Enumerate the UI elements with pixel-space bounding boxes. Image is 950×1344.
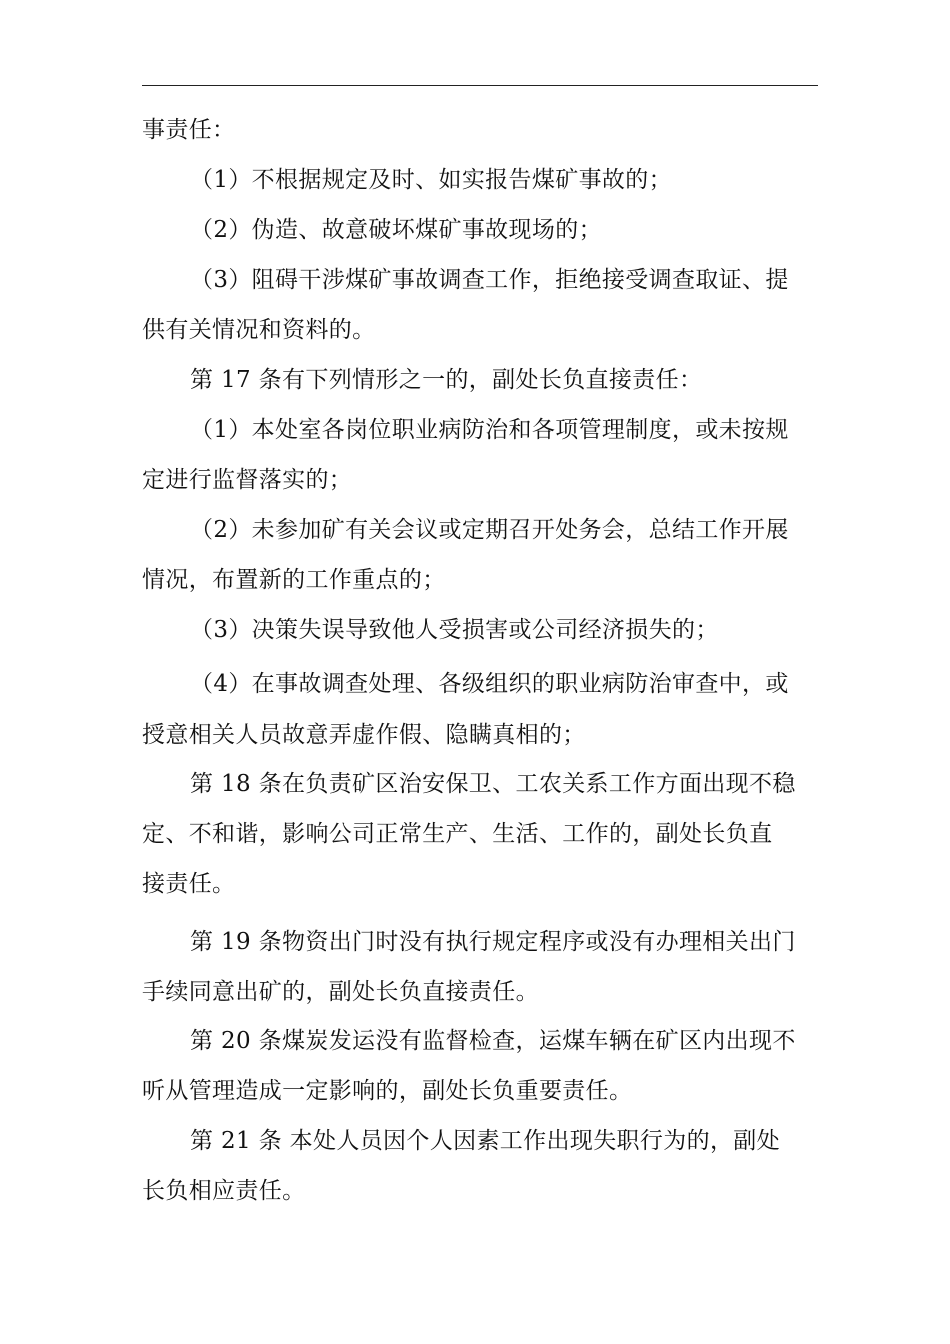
text-line: 接责任。 bbox=[142, 871, 236, 897]
text-line: （1）不根据规定及时、如实报告煤矿事故的； bbox=[190, 167, 672, 193]
text-line: （1）本处室各岗位职业病防治和各项管理制度，或未按规 bbox=[190, 417, 789, 443]
text-line: （2）未参加矿有关会议或定期召开处务会，总结工作开展 bbox=[190, 517, 789, 543]
text-line: 第 20 条煤炭发运没有监督检查，运煤车辆在矿区内出现不 bbox=[190, 1028, 796, 1054]
text-line: 长负相应责任。 bbox=[142, 1178, 306, 1204]
text-line: 定、不和谐，影响公司正常生产、生活、工作的，副处长负直 bbox=[142, 821, 773, 847]
text-line: 授意相关人员故意弄虚作假、隐瞒真相的； bbox=[142, 722, 586, 748]
text-line: （2）伪造、故意破坏煤矿事故现场的； bbox=[190, 217, 602, 243]
text-line: 供有关情况和资料的。 bbox=[142, 317, 376, 343]
header-rule bbox=[142, 85, 818, 86]
text-line: 第 17 条有下列情形之一的，副处长负直接责任： bbox=[190, 367, 703, 393]
text-line: 定进行监督落实的； bbox=[142, 467, 353, 493]
text-line: 第 18 条在负责矿区治安保卫、工农关系工作方面出现不稳 bbox=[190, 771, 796, 797]
text-line: 第 19 条物资出门时没有执行规定程序或没有办理相关出门 bbox=[190, 929, 796, 955]
text-line: 事责任： bbox=[142, 117, 236, 143]
text-line: 听从管理造成一定影响的，副处长负重要责任。 bbox=[142, 1078, 633, 1104]
text-line: （3）阻碍干涉煤矿事故调查工作，拒绝接受调查取证、提 bbox=[190, 267, 789, 293]
text-line: 第 21 条 本处人员因个人因素工作出现失职行为的，副处 bbox=[190, 1128, 780, 1154]
text-line: 情况，布置新的工作重点的； bbox=[142, 567, 446, 593]
text-line: 手续同意出矿的，副处长负直接责任。 bbox=[142, 979, 539, 1005]
text-line: （4）在事故调查处理、各级组织的职业病防治审查中，或 bbox=[190, 671, 789, 697]
text-line: （3）决策失误导致他人受损害或公司经济损失的； bbox=[190, 617, 719, 643]
